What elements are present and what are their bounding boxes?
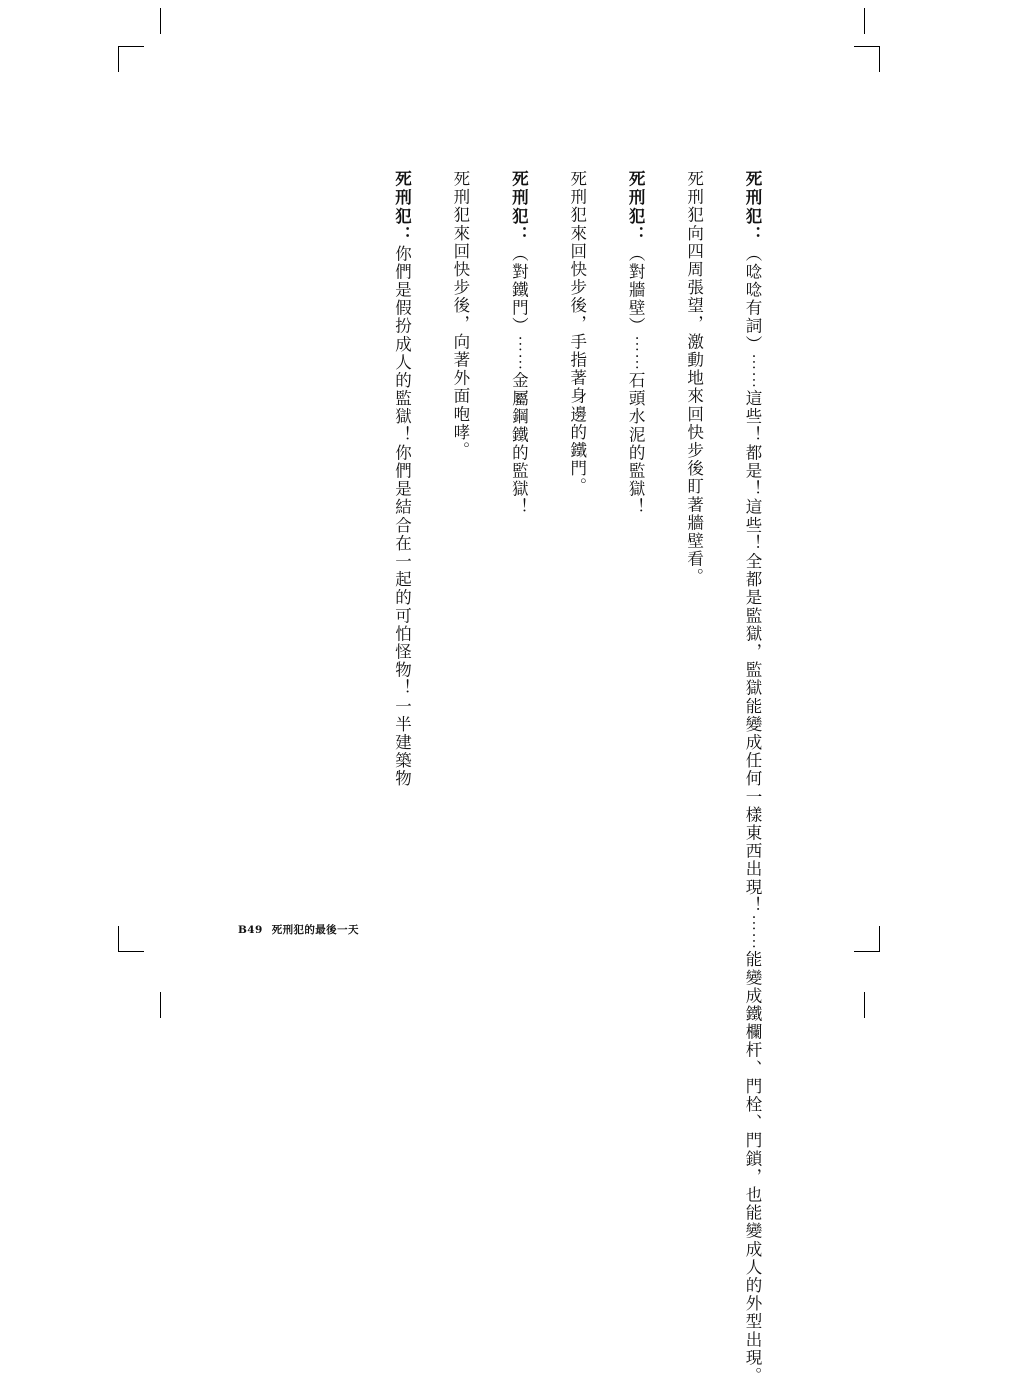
dialogue-text: （對鐵門）⋯⋯金屬鋼鐵的監獄！ (509, 244, 529, 517)
stage-direction-text: 死刑犯來回快步後，手指著身邊的鐵門。 (567, 170, 587, 496)
speaker-label: 死刑犯： (743, 170, 762, 245)
registration-tick-bottom-right (864, 992, 865, 1018)
speaker-label: 死刑犯： (392, 170, 412, 245)
dialogue-text: 你們是假扮成人的監獄！你們是結合在一起的可怕怪物！一半建築物 (392, 244, 412, 788)
script-line (673, 170, 713, 810)
speaker-label: 死刑犯： (626, 170, 646, 245)
script-line (732, 170, 772, 1385)
speaker-label: 死刑犯： (509, 170, 529, 245)
dialogue-text: （對牆壁）⋯⋯石頭水泥的監獄！ (626, 244, 646, 517)
script-line (556, 170, 596, 810)
script-line (498, 170, 538, 810)
registration-tick-bottom-left (160, 992, 161, 1018)
running-title: 死刑犯的最後一天 (271, 924, 359, 936)
stage-direction-text: 死刑犯向四周張望，激動地來回快步後盯著牆壁看。 (684, 170, 704, 587)
registration-tick-top-left (160, 8, 161, 34)
folio-number: B49 (238, 924, 263, 936)
script-line (439, 170, 479, 810)
page-footer (238, 922, 359, 937)
registration-tick-top-right (864, 8, 865, 34)
stage-direction-text: 死刑犯來回快步後，向著外面咆哮。 (450, 170, 470, 460)
script-line (381, 170, 421, 810)
script-line (615, 170, 655, 810)
dialogue-text: （唸唸有詞）⋯⋯這些！都是！這些！全都是監獄，監獄能變成任何一樣東西出現！⋯⋯能變成鐵欄杆、門栓、門鎖，也能變成人的外型出現。 (743, 244, 762, 1385)
